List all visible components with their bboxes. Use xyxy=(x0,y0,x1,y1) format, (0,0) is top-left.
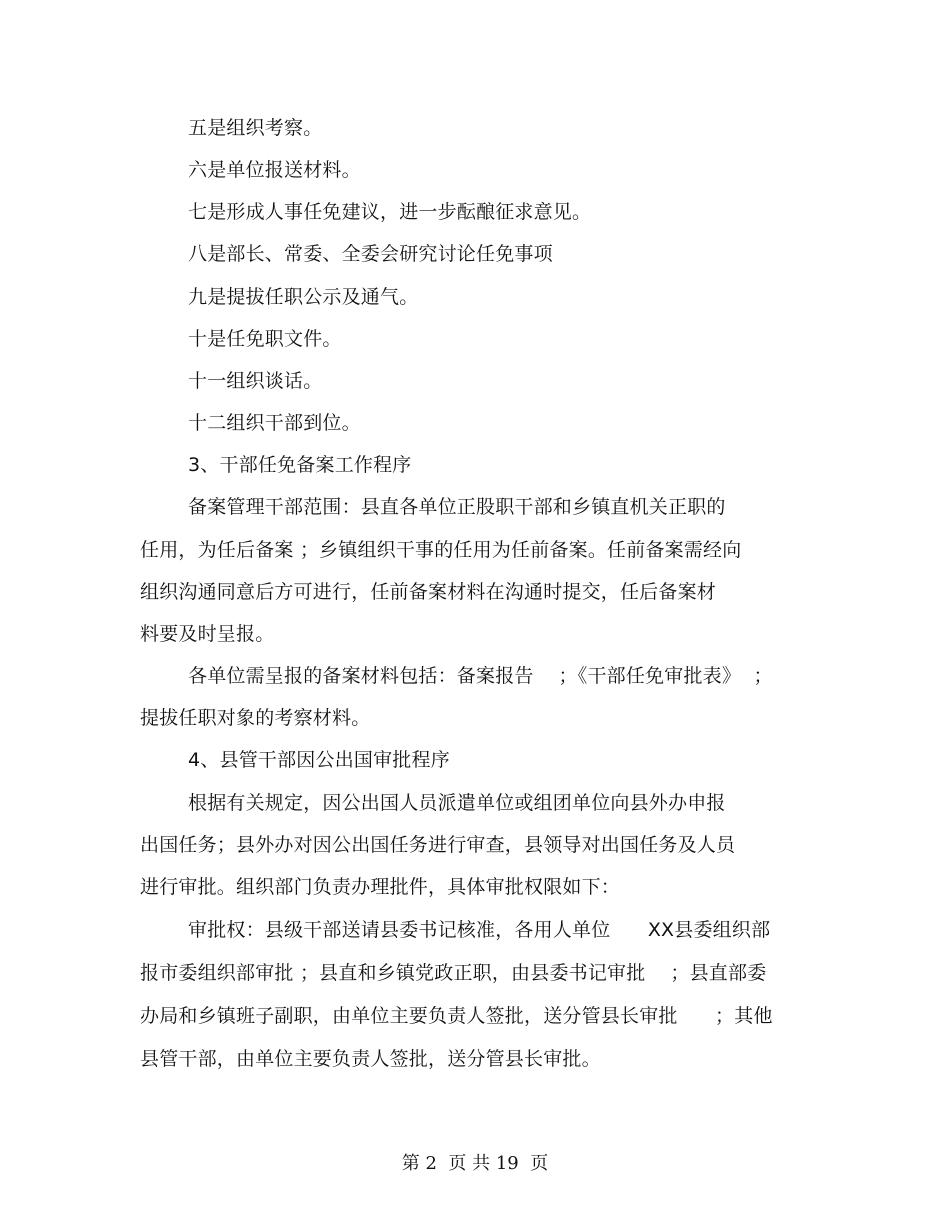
section-heading: 3、干部任免备案工作程序 xyxy=(188,454,412,476)
paragraph-line: 县管干部，由单位主要负责人签批，送分管县长审批。 xyxy=(140,1048,601,1070)
paragraph-line: 备案管理干部范围：县直各单位正股职干部和乡镇直机关正职的 xyxy=(188,496,726,518)
paragraph-line: 六是单位报送材料。 xyxy=(188,159,361,181)
paragraph-line: 十是任免职文件。 xyxy=(188,328,342,350)
paragraph-line: 九是提拔任职公示及通气。 xyxy=(188,286,419,308)
paragraph-line: 根据有关规定，因公出国人员派遣单位或组团单位向县外办申报 xyxy=(188,792,726,814)
section-heading: 4、县管干部因公出国审批程序 xyxy=(188,749,450,771)
paragraph-line: 八是部长、常委、全委会研究讨论任免事项 xyxy=(188,243,553,265)
paragraph-line: 组织沟通同意后方可进行，任前备案材料在沟通时提交，任后备案材 xyxy=(140,581,717,603)
page-number-footer: 第 2 页 共 19 页 xyxy=(401,1153,549,1174)
paragraph-line: 七是形成人事任免建议，进一步酝酿征求意见。 xyxy=(188,201,592,223)
paragraph-line: 进行审批。组织部门负责办理批件，具体审批权限如下： xyxy=(140,876,621,898)
paragraph-line: 办局和乡镇班子副职，由单位主要负责人签批，送分管县长审批 ；其他 xyxy=(140,1005,773,1027)
paragraph-line: 审批权：县级干部送请县委书记核准，各用人单位 XX县委组织部 xyxy=(188,919,771,941)
paragraph-line: 料要及时呈报。 xyxy=(140,623,275,645)
paragraph-line: 报市委组织部审批 ；县直和乡镇党政正职，由县委书记审批 ；县直部委 xyxy=(140,962,767,984)
paragraph-line: 任用，为任后备案 ；乡镇组织干事的任用为任前备案。任前备案需经向 xyxy=(140,539,742,561)
paragraph-line: 出国任务；县外办对因公出国任务进行审查，县领导对出国任务及人员 xyxy=(140,834,736,856)
paragraph-line: 五是组织考察。 xyxy=(188,117,323,139)
paragraph-line: 十一组织谈话。 xyxy=(188,370,323,392)
paragraph-line: 各单位需呈报的备案材料包括：备案报告 ；《干部任免审批表》 ； xyxy=(188,665,773,687)
paragraph-line: 十二组织干部到位。 xyxy=(188,412,361,434)
paragraph-line: 提拔任职对象的考察材料。 xyxy=(140,707,371,729)
